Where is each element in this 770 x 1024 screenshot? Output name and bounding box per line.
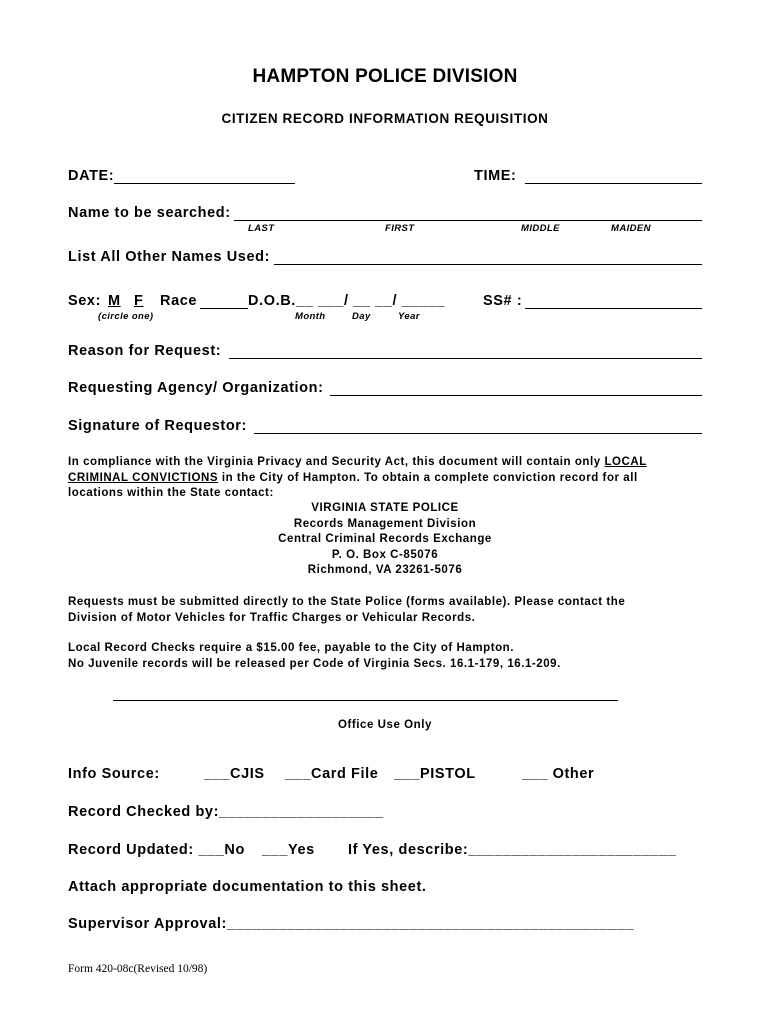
record-updated-yes[interactable]: ___Yes — [262, 842, 315, 858]
date-label: DATE: — [68, 168, 115, 184]
circle-one-hint: (circle one) — [98, 311, 154, 322]
compliance-criminal-convictions: CRIMINAL CONVICTIONS — [68, 471, 219, 484]
requests-note-line: Requests must be submitted directly to the State Police (forms available). Please contact the — [68, 596, 626, 608]
record-updated-no[interactable]: Record Updated: ___No — [68, 842, 245, 858]
agency-field[interactable] — [330, 395, 702, 396]
requests-note-line: Division of Motor Vehicles for Traffic Charges or Vehicular Records. — [68, 611, 476, 624]
agency-label: Requesting Agency/ Organization: — [68, 380, 324, 396]
time-field[interactable] — [525, 183, 702, 184]
compliance-paragraph — [68, 455, 647, 502]
race-field[interactable] — [200, 308, 248, 309]
office-use-title: Office Use Only — [338, 719, 432, 731]
form-number: Form 420-08c(Revised 10/98) — [68, 963, 208, 975]
ss-label: SS# : — [483, 293, 523, 309]
compliance-line3: locations within the State contact: — [68, 487, 274, 499]
signature-field[interactable] — [254, 433, 702, 434]
compliance-local: LOCAL — [604, 456, 647, 468]
address-line: Richmond, VA 23261-5076 — [307, 564, 463, 576]
page-subtitle: CITIZEN RECORD INFORMATION REQUISITION — [221, 111, 549, 126]
other-names-label: List All Other Names Used: — [68, 249, 270, 265]
if-yes-describe-field[interactable]: If Yes, describe:________________________ — [348, 842, 677, 858]
office-divider — [113, 700, 618, 701]
requests-note — [68, 595, 625, 626]
fee-note-line: Local Record Checks require a $15.00 fee, payable to the City of Hampton. — [68, 642, 514, 654]
dob-year-hint: Year — [398, 311, 420, 322]
dob-day-hint: Day — [352, 311, 371, 322]
ss-field[interactable] — [525, 308, 702, 309]
other-names-field[interactable] — [274, 264, 702, 265]
address-line: Central Criminal Records Exchange — [278, 533, 492, 545]
name-field[interactable] — [234, 220, 702, 221]
address-line: P. O. Box C-85076 — [331, 548, 439, 561]
race-label: Race — [160, 293, 198, 309]
card-file-checkbox[interactable]: ___Card File — [285, 766, 379, 782]
sex-option-f[interactable]: F — [134, 293, 144, 309]
compliance-line1: In compliance with the Virginia Privacy and Security Act, this document will contain only — [68, 456, 605, 468]
attach-instruction: Attach appropriate documentation to this sheet. — [68, 879, 427, 895]
name-part-first: FIRST — [385, 223, 415, 234]
date-field[interactable] — [114, 183, 295, 184]
fee-note-line: No Juvenile records will be released per Code of Virginia Secs. 16.1-179, 16.1-209. — [68, 657, 561, 670]
name-part-last: LAST — [248, 223, 275, 234]
state-police-address — [0, 501, 770, 579]
sex-label: Sex: — [68, 293, 102, 309]
address-line: Records Management Division — [293, 517, 477, 530]
name-part-middle: MIDDLE — [521, 223, 560, 234]
signature-label: Signature of Requestor: — [68, 418, 247, 434]
dob-month-hint: Month — [295, 311, 326, 322]
info-source-label: Info Source: — [68, 766, 160, 782]
supervisor-approval-field[interactable]: Supervisor Approval:_______________________________________________ — [68, 916, 635, 932]
reason-label: Reason for Request: — [68, 343, 222, 359]
reason-field[interactable] — [229, 358, 702, 359]
other-checkbox[interactable]: ___ Other — [522, 766, 595, 782]
page-title: HAMPTON POLICE DIVISION — [252, 66, 518, 87]
compliance-line2: in the City of Hampton. To obtain a complete conviction record for all — [218, 471, 638, 484]
dob-field[interactable]: __ ___/ __ __/ _____ — [296, 293, 446, 309]
time-label: TIME: — [474, 168, 517, 184]
fee-note — [68, 641, 561, 672]
sex-option-m[interactable]: M — [108, 293, 121, 309]
name-label: Name to be searched: — [68, 205, 231, 221]
record-checked-field[interactable]: Record Checked by:___________________ — [68, 804, 384, 820]
name-part-maiden: MAIDEN — [611, 223, 651, 234]
address-line: VIRGINIA STATE POLICE — [311, 502, 459, 514]
cjis-checkbox[interactable]: ___CJIS — [204, 766, 265, 782]
pistol-checkbox[interactable]: ___PISTOL — [394, 766, 476, 782]
dob-label: D.O.B. — [248, 293, 296, 309]
